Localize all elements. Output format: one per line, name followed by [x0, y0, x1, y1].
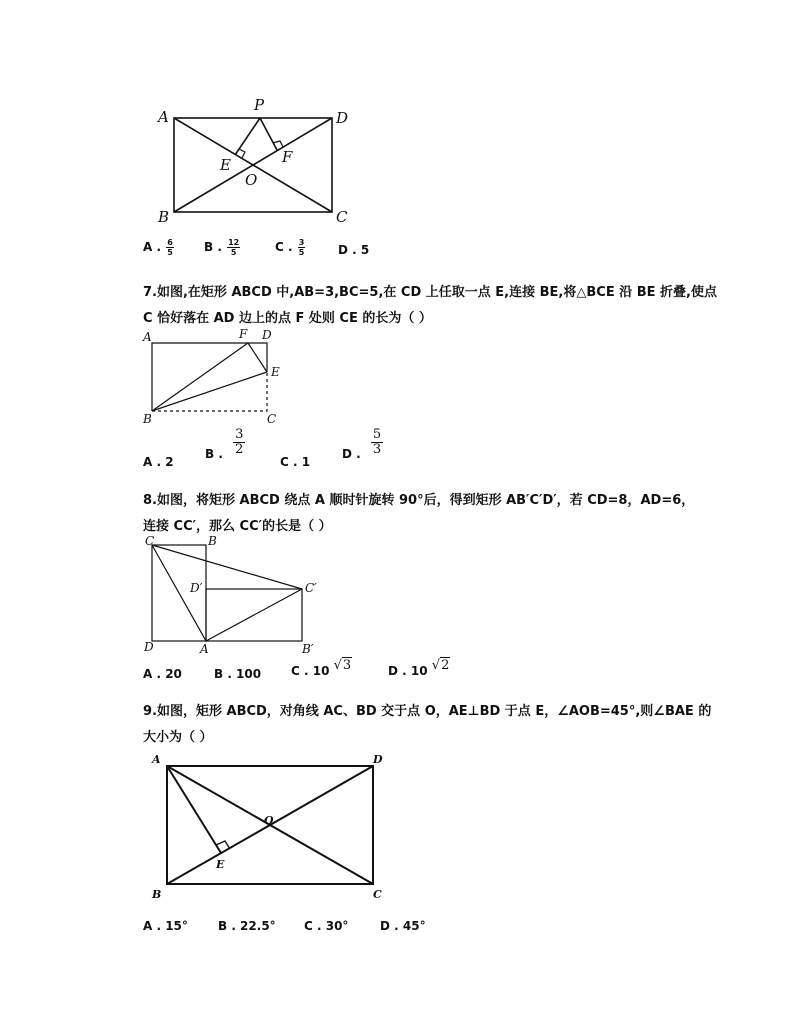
q7-stem-line1: 7.如图,在矩形 ABCD 中,AB=3,BC=5,在 CD 上任取一点 E,连接 BE,将△BCE 沿 BE 折叠,使点 [143, 285, 717, 300]
q9-label-o: O [264, 814, 274, 827]
q8-option-d-prefix: D . 10 [388, 664, 428, 678]
q9-option-b: B . 22.5° [218, 919, 276, 933]
q7-option-b-fraction [233, 428, 245, 457]
q7-option-b-letter: B . [205, 447, 223, 461]
q9-segment-ae [167, 766, 221, 853]
q6-label-o: O [245, 171, 258, 189]
q6-option-a-denominator: 5 [167, 248, 173, 257]
q6-option-b-numerator: 12 [228, 238, 240, 247]
q7-option-a: A . 2 [143, 455, 174, 469]
q7-segment-fe [248, 343, 267, 372]
q7-figure [138, 326, 288, 428]
q6-option-c [275, 238, 305, 257]
q7-label-c: C [267, 412, 277, 426]
q6-label-d: D [336, 109, 349, 127]
q7-segment-be [152, 372, 267, 411]
q9-option-a: A . 15° [143, 919, 188, 933]
q6-option-b-fraction [227, 238, 240, 257]
q7-option-b-numerator: 3 [235, 427, 244, 442]
q8-option-b: B . 100 [214, 667, 262, 681]
q7-option-b [205, 427, 245, 461]
q7-option-c: C . 1 [280, 455, 311, 469]
q7-option-d-fraction [371, 428, 383, 457]
q7-rectangle-solid [152, 343, 267, 411]
q8-option-d [388, 658, 450, 679]
q9-figure [145, 748, 390, 908]
q6-segment-pf [260, 118, 277, 150]
q8-label-b1: B′ [302, 642, 314, 656]
q6-label-f: F [282, 148, 293, 166]
q6-option-a-letter: A . [143, 240, 162, 254]
q8-label-a: A [200, 642, 209, 656]
q6-label-p: P [254, 96, 265, 114]
q8-label-d1: D′ [190, 581, 203, 595]
q6-option-a [143, 238, 174, 257]
q9-label-b: B [152, 888, 162, 901]
q7-stem-line2: C 恰好落在 AD 边上的点 F 处则 CE 的长为（ ） [143, 311, 432, 326]
q8-stem-line1: 8.如图，将矩形 ABCD 绕点 A 顺时针旋转 90°后，得到矩形 AB′C′D′，若 CD=8，AD=6， [143, 493, 695, 508]
q7-label-d: D [262, 328, 272, 342]
q7-option-d-numerator: 5 [372, 427, 382, 442]
q8-option-c-sqrt: √3 [333, 658, 352, 673]
q9-label-d: D [373, 753, 383, 766]
q8-option-a: A . 20 [143, 667, 182, 681]
q8-stem-line2: 连接 CC′，那么 CC′的长是（ ） [143, 519, 332, 534]
q9-label-e: E [216, 858, 225, 871]
q8-option-d-sqrt: √2 [431, 658, 450, 673]
q7-label-b: B [143, 412, 152, 426]
q7-label-a: A [143, 330, 152, 344]
q8-label-d: D [144, 640, 154, 654]
q7-option-b-denominator: 2 [235, 442, 244, 457]
q6-label-c: C [336, 208, 348, 226]
q8-option-c [291, 658, 352, 679]
q7-label-e: E [271, 365, 280, 379]
q6-option-b [204, 238, 240, 257]
q8-segment-ac1 [206, 589, 302, 641]
q7-option-d [342, 427, 383, 461]
q8-label-c1: C′ [305, 581, 317, 595]
q8-option-c-radicand: 3 [342, 658, 352, 673]
q6-label-e: E [220, 156, 231, 174]
q8-label-b: B [208, 534, 217, 548]
q9-label-c: C [373, 888, 382, 901]
q8-label-c: C [145, 534, 155, 548]
q8-segment-cc1 [152, 545, 302, 589]
q6-segment-pe [235, 118, 260, 155]
q6-option-d: D . 5 [338, 243, 370, 257]
q9-label-a: A [152, 753, 161, 766]
q9-stem-line2: 大小为（ ） [143, 730, 213, 745]
q8-option-c-prefix: C . 10 [291, 664, 330, 678]
q6-option-a-fraction [166, 238, 174, 257]
q6-option-c-denominator: 5 [298, 248, 305, 257]
q7-option-d-letter: D . [342, 447, 361, 461]
q7-option-d-denominator: 3 [372, 442, 382, 457]
q6-option-c-letter: C . [275, 240, 293, 254]
q9-option-d: D . 45° [380, 919, 426, 933]
q6-option-c-numerator: 3 [298, 238, 305, 247]
q6-option-b-letter: B . [204, 240, 222, 254]
q7-label-f: F [239, 327, 248, 341]
q7-segment-bf [152, 343, 248, 411]
q9-stem-line1: 9.如图，矩形 ABCD，对角线 AC、BD 交于点 O，AE⊥BD 于点 E，∠AOB=45°,则∠BAE 的 [143, 704, 712, 719]
q9-option-c: C . 30° [304, 919, 349, 933]
q8-figure [138, 533, 328, 659]
q6-label-b: B [158, 208, 170, 226]
q6-label-a: A [158, 108, 169, 126]
q6-option-a-numerator: 6 [167, 238, 173, 247]
q6-option-b-denominator: 5 [230, 248, 237, 257]
q8-option-d-radicand: 2 [441, 658, 450, 673]
q6-option-c-fraction [298, 238, 306, 257]
q6-figure [150, 90, 360, 230]
